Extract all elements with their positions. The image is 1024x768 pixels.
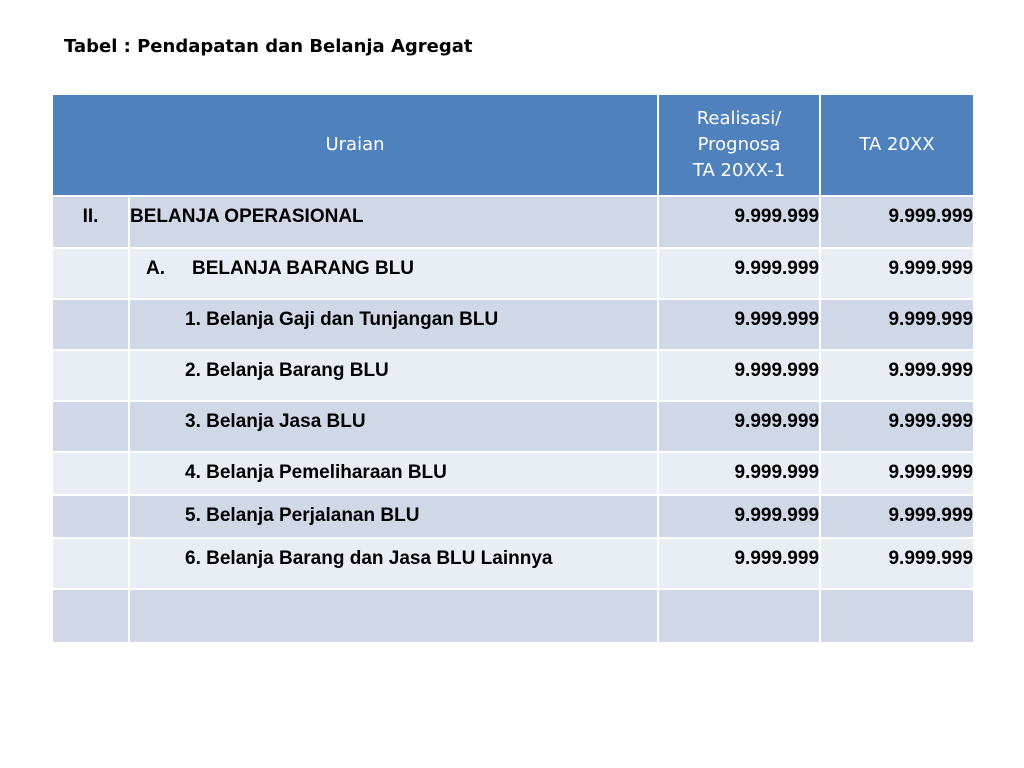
row-ta: 9.999.999 — [820, 350, 974, 401]
row-realisasi: 9.999.999 — [658, 495, 820, 538]
row-label: 1. Belanja Gaji dan Tunjangan BLU — [129, 299, 658, 350]
table-row — [52, 196, 974, 248]
row-number — [52, 589, 129, 643]
row-realisasi: 9.999.999 — [658, 538, 820, 589]
row-label: 2. Belanja Barang BLU — [129, 350, 658, 401]
row-ta: 9.999.999 — [820, 196, 974, 248]
header-realisasi — [658, 94, 820, 196]
row-realisasi: 9.999.999 — [658, 248, 820, 299]
row-number — [52, 248, 129, 299]
header-realisasi-line1: Realisasi/ — [696, 108, 782, 129]
table-header-row — [52, 94, 974, 196]
row-label-cell — [129, 248, 658, 299]
row-realisasi: 9.999.999 — [658, 299, 820, 350]
row-realisasi: 9.999.999 — [658, 350, 820, 401]
row-label: BELANJA BARANG BLU — [192, 258, 415, 279]
row-ta: 9.999.999 — [820, 248, 974, 299]
table-row — [52, 589, 974, 643]
row-realisasi: 9.999.999 — [658, 196, 820, 248]
table-row — [52, 452, 974, 495]
header-uraian: Uraian — [52, 94, 658, 196]
table-row — [52, 299, 974, 350]
row-number: II. — [52, 196, 129, 248]
table-row — [52, 248, 974, 299]
row-realisasi: 9.999.999 — [658, 452, 820, 495]
row-number — [52, 350, 129, 401]
row-number — [52, 401, 129, 452]
row-ta: 9.999.999 — [820, 299, 974, 350]
row-number — [52, 495, 129, 538]
header-realisasi-line3: TA 20XX-1 — [692, 160, 786, 181]
row-ta — [820, 589, 974, 643]
row-label: 6. Belanja Barang dan Jasa BLU Lainnya — [129, 538, 658, 589]
aggregate-table — [51, 93, 975, 644]
header-realisasi-line2: Prognosa — [697, 134, 781, 155]
row-label: 3. Belanja Jasa BLU — [129, 401, 658, 452]
row-realisasi: 9.999.999 — [658, 401, 820, 452]
table-row — [52, 350, 974, 401]
table-row — [52, 495, 974, 538]
page-title: Tabel : Pendapatan dan Belanja Agregat — [64, 36, 473, 57]
row-label: 4. Belanja Pemeliharaan BLU — [129, 452, 658, 495]
row-number — [52, 538, 129, 589]
header-ta: TA 20XX — [820, 94, 974, 196]
table-row — [52, 538, 974, 589]
table-row — [52, 401, 974, 452]
row-ta: 9.999.999 — [820, 452, 974, 495]
row-number — [52, 299, 129, 350]
row-number — [52, 452, 129, 495]
row-realisasi — [658, 589, 820, 643]
row-ta: 9.999.999 — [820, 495, 974, 538]
row-letter: A. — [146, 258, 165, 279]
row-label: 5. Belanja Perjalanan BLU — [129, 495, 658, 538]
row-label — [129, 589, 658, 643]
row-ta: 9.999.999 — [820, 401, 974, 452]
row-label: BELANJA OPERASIONAL — [129, 196, 658, 248]
row-ta: 9.999.999 — [820, 538, 974, 589]
